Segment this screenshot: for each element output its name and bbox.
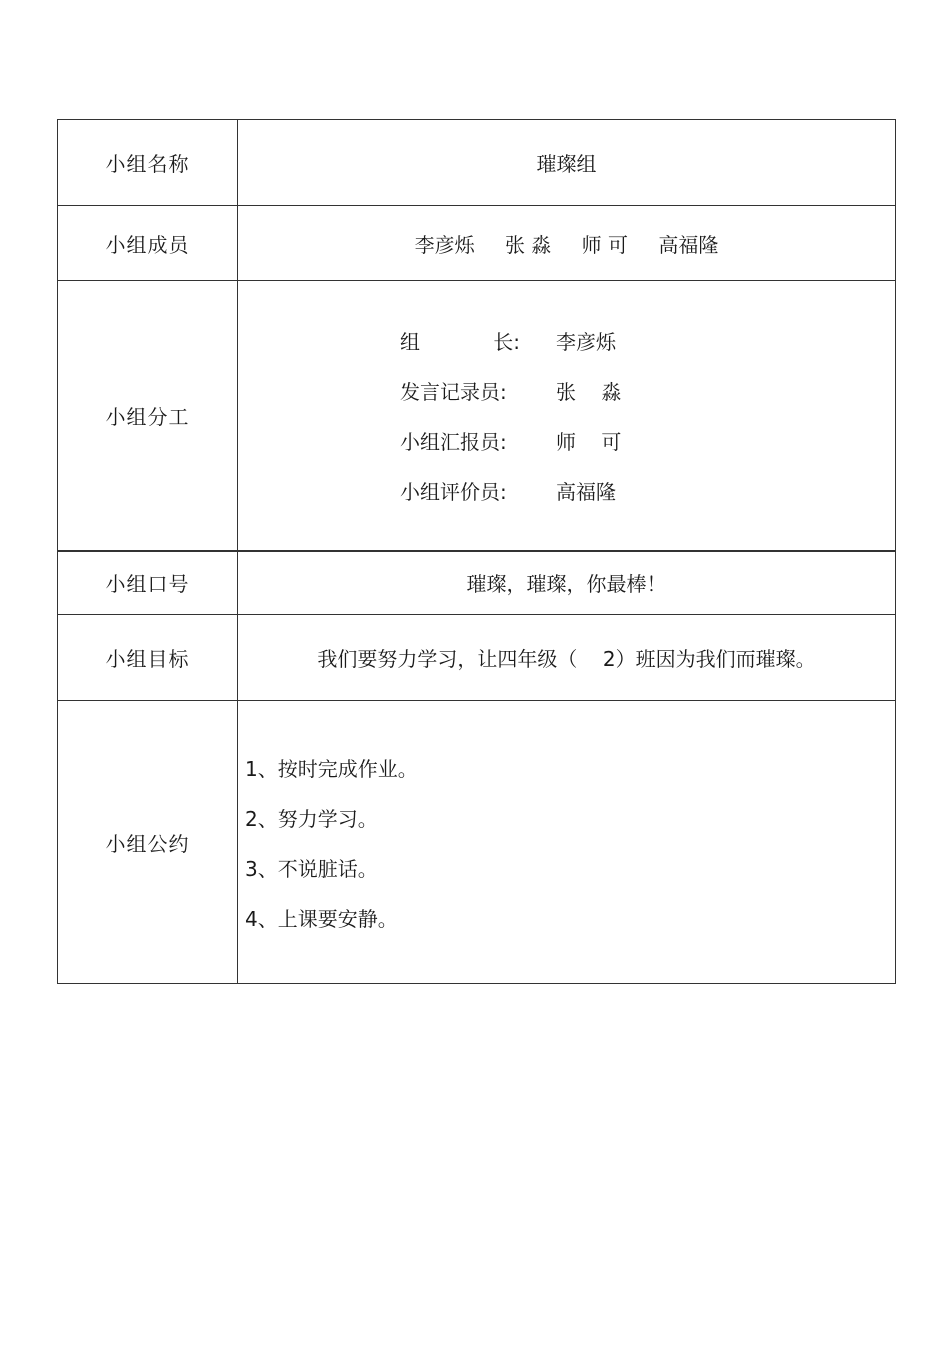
label-group-division: 小组分工	[58, 281, 238, 551]
row-group-division	[58, 281, 896, 551]
role-person: 张 淼	[556, 379, 622, 404]
role-title-part: 长:	[493, 329, 520, 354]
row-group-members	[58, 206, 896, 281]
value-group-name: 璀璨组	[238, 120, 896, 206]
role-title: 发言记录员:	[400, 379, 507, 404]
rule-list	[238, 742, 895, 942]
member-name: 高福隆	[658, 232, 719, 257]
role-item	[400, 465, 895, 515]
role-item	[400, 365, 895, 415]
role-list	[400, 315, 895, 515]
label-group-name: 小组名称	[58, 120, 238, 206]
role-person: 师 可	[556, 429, 622, 454]
member-name: 张 淼	[504, 232, 552, 257]
label-group-rules: 小组公约	[58, 701, 238, 984]
role-person: 高福隆	[556, 479, 616, 504]
rule-item: 2、努力学习。	[245, 806, 378, 831]
value-group-goal: 我们要努力学习，让四年级（ 2）班因为我们而璀璨。	[238, 615, 896, 701]
value-group-members	[238, 206, 896, 281]
role-item	[400, 415, 895, 465]
role-title: 小组评价员:	[400, 479, 507, 504]
role-title	[400, 326, 520, 355]
row-group-goal	[58, 615, 896, 701]
label-group-members: 小组成员	[58, 206, 238, 281]
member-name: 师 可	[581, 232, 629, 257]
member-name: 李彦烁	[414, 232, 475, 257]
rule-item: 3、不说脏话。	[245, 856, 378, 881]
role-title-part: 组	[400, 329, 420, 354]
label-group-slogan: 小组口号	[58, 551, 238, 615]
row-group-slogan	[58, 551, 896, 615]
value-group-slogan: 璀璨，璀璨，你最棒！	[238, 551, 896, 615]
rule-item: 1、按时完成作业。	[245, 756, 418, 781]
role-title: 小组汇报员:	[400, 429, 507, 454]
rule-item: 4、上课要安静。	[245, 906, 398, 931]
role-item	[400, 315, 895, 365]
row-group-name	[58, 120, 896, 206]
group-info-table	[57, 119, 896, 984]
role-person: 李彦烁	[556, 329, 616, 354]
row-group-rules	[58, 701, 896, 984]
value-group-division	[238, 281, 896, 551]
value-group-rules	[238, 701, 896, 984]
label-group-goal: 小组目标	[58, 615, 238, 701]
